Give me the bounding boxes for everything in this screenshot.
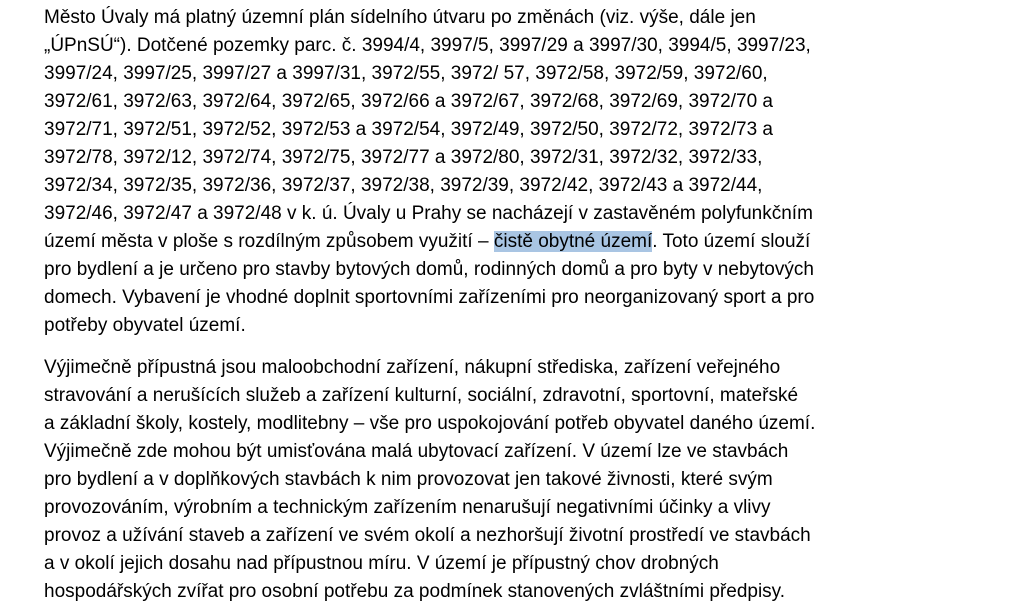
text-line: 3972/46, 3972/47 a 3972/48 v k. ú. Úvaly u Prahy se nacházejí v zastavěném polyfunkčním	[44, 203, 813, 224]
text-line: pro bydlení a je určeno pro stavby bytových domů, rodinných domů a pro byty v nebytových	[44, 259, 814, 280]
text-line-with-selection	[44, 228, 906, 256]
text-line: Město Úvaly má platný územní plán sídelního útvaru po změnách (viz. výše, dále jen	[44, 7, 756, 28]
text-line: potřeby obyvatel území.	[44, 315, 246, 336]
text-line: Výjimečně přípustná jsou maloobchodní zařízení, nákupní střediska, zařízení veřejného	[44, 357, 781, 378]
text-line: 3972/34, 3972/35, 3972/36, 3972/37, 3972/38, 3972/39, 3972/42, 3972/43 a 3972/44,	[44, 175, 763, 196]
selected-text[interactable]: čistě obytné území	[493, 231, 653, 252]
paragraph-2	[44, 354, 906, 606]
text-line: provozováním, výrobním a technickým zařízením nenarušují negativními účinky a vlivy	[44, 497, 771, 518]
document-body	[44, 4, 906, 606]
text-line: hospodářských zvířat pro osobní potřebu za podmínek stanovených zvláštními předpisy.	[44, 581, 786, 602]
text-fragment: území města v ploše s rozdílným způsobem využití –	[44, 231, 494, 252]
text-line: 3972/71, 3972/51, 3972/52, 3972/53 a 3972/54, 3972/49, 3972/50, 3972/72, 3972/73 a	[44, 119, 773, 140]
text-line: pro bydlení a v doplňkových stavbách k nim provozovat jen takové živnosti, které svým	[44, 469, 773, 490]
text-line: domech. Vybavení je vhodné doplnit sportovními zařízeními pro neorganizovaný sport a pro	[44, 287, 815, 308]
text-line: „ÚPnSÚ“). Dotčené pozemky parc. č. 3994/4, 3997/5, 3997/29 a 3997/30, 3994/5, 3997/23,	[44, 35, 811, 56]
text-line: 3972/78, 3972/12, 3972/74, 3972/75, 3972/77 a 3972/80, 3972/31, 3972/32, 3972/33,	[44, 147, 763, 168]
text-fragment: . Toto území slouží	[652, 231, 811, 252]
text-line: 3997/24, 3997/25, 3997/27 a 3997/31, 3972/55, 3972/ 57, 3972/58, 3972/59, 3972/60,	[44, 63, 768, 84]
text-line: a základní školy, kostely, modlitebny – vše pro uspokojování potřeb obyvatel daného území.	[44, 413, 816, 434]
text-line: a v okolí jejich dosahu nad přípustnou míru. V území je přípustný chov drobných	[44, 553, 719, 574]
text-line: Výjimečně zde mohou být umisťována malá ubytovací zařízení. V území lze ve stavbách	[44, 441, 789, 462]
text-line: 3972/61, 3972/63, 3972/64, 3972/65, 3972/66 a 3972/67, 3972/68, 3972/69, 3972/70 a	[44, 91, 773, 112]
paragraph-1	[44, 4, 906, 340]
text-line: stravování a nerušících služeb a zařízení kulturní, sociální, zdravotní, sportovní, mateřské	[44, 385, 799, 406]
text-line: provoz a užívání staveb a zařízení ve svém okolí a nezhoršují životní prostředí ve stavbách	[44, 525, 811, 546]
